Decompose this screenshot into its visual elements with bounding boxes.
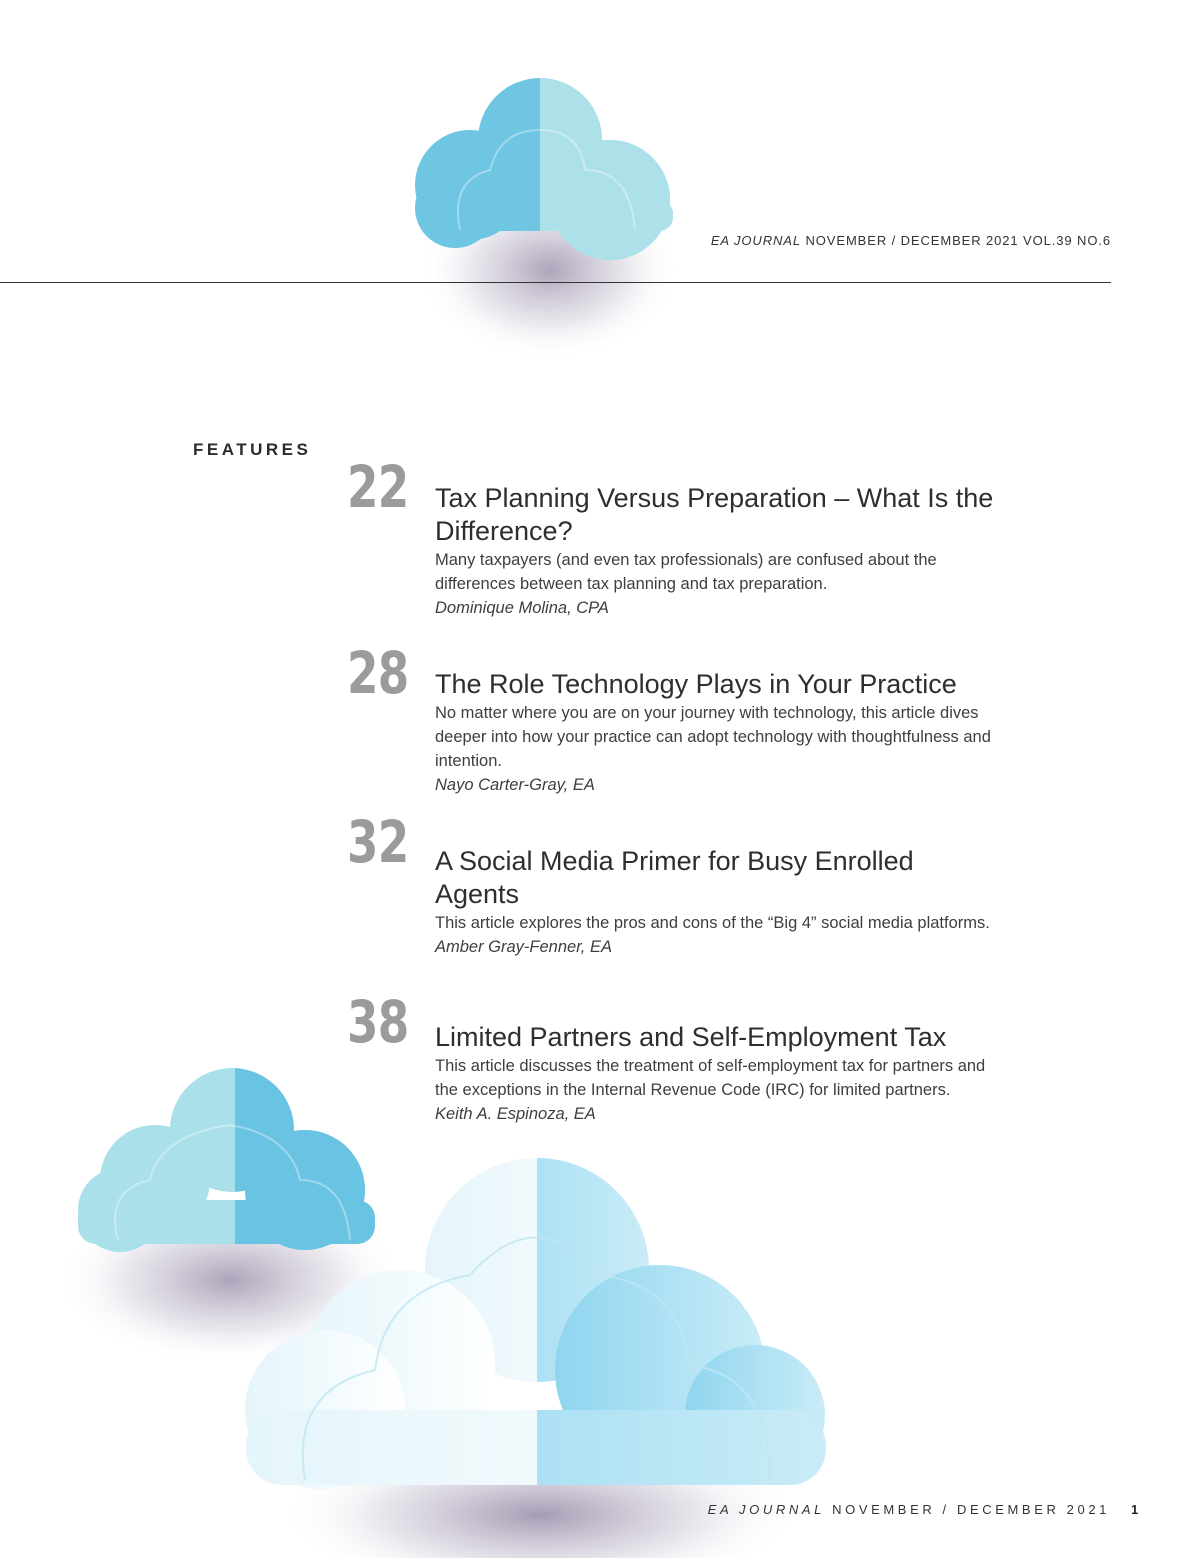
- page-footer: [708, 1502, 1110, 1517]
- feature-title[interactable]: Tax Planning Versus Preparation – What Is the Difference?: [435, 483, 994, 546]
- feature-description: This article explores the pros and cons of the “Big 4” social media platforms.: [435, 914, 990, 932]
- feature-page-number: 28: [347, 639, 409, 707]
- feature-page-number: 32: [347, 808, 409, 876]
- header-journal-name: EA JOURNAL: [710, 233, 801, 248]
- feature-page-number: 22: [347, 453, 409, 521]
- feature-title[interactable]: Limited Partners and Self-Employment Tax: [435, 1022, 947, 1052]
- feature-title[interactable]: The Role Technology Plays in Your Practice: [435, 669, 957, 699]
- feature-description: No matter where you are on your journey with technology, this article dives deeper into how your practice can adopt technology with thoughtfulness and intention.: [435, 704, 991, 770]
- feature-author: Amber Gray-Fenner, EA: [435, 938, 612, 956]
- header-issue: NOVEMBER / DECEMBER 2021 VOL.39 NO.6: [805, 233, 1111, 248]
- cloud-illustration-top: [380, 60, 780, 390]
- page-number: 1: [1131, 1502, 1139, 1517]
- feature-description: Many taxpayers (and even tax professionals) are confused about the differences between tax planning and tax preparation.: [435, 551, 937, 593]
- feature-title[interactable]: A Social Media Primer for Busy Enrolled Agents: [435, 846, 914, 909]
- feature-author: Keith A. Espinoza, EA: [435, 1105, 596, 1123]
- journal-header: [711, 233, 1111, 248]
- footer-journal-name: EA JOURNAL: [707, 1502, 825, 1517]
- header-divider: [0, 282, 1111, 283]
- feature-author: Nayo Carter-Gray, EA: [435, 776, 595, 794]
- feature-author: Dominique Molina, CPA: [435, 599, 609, 617]
- footer-issue: NOVEMBER / DECEMBER 2021: [832, 1502, 1110, 1517]
- section-label: FEATURES: [193, 440, 312, 459]
- feature-page-number: 38: [347, 988, 409, 1056]
- cloud-illustration-bottom: [180, 1150, 860, 1558]
- feature-description: This article discusses the treatment of self-employment tax for partners and the exceptions in the Internal Revenue Code (IRC) for limited partners.: [435, 1057, 986, 1099]
